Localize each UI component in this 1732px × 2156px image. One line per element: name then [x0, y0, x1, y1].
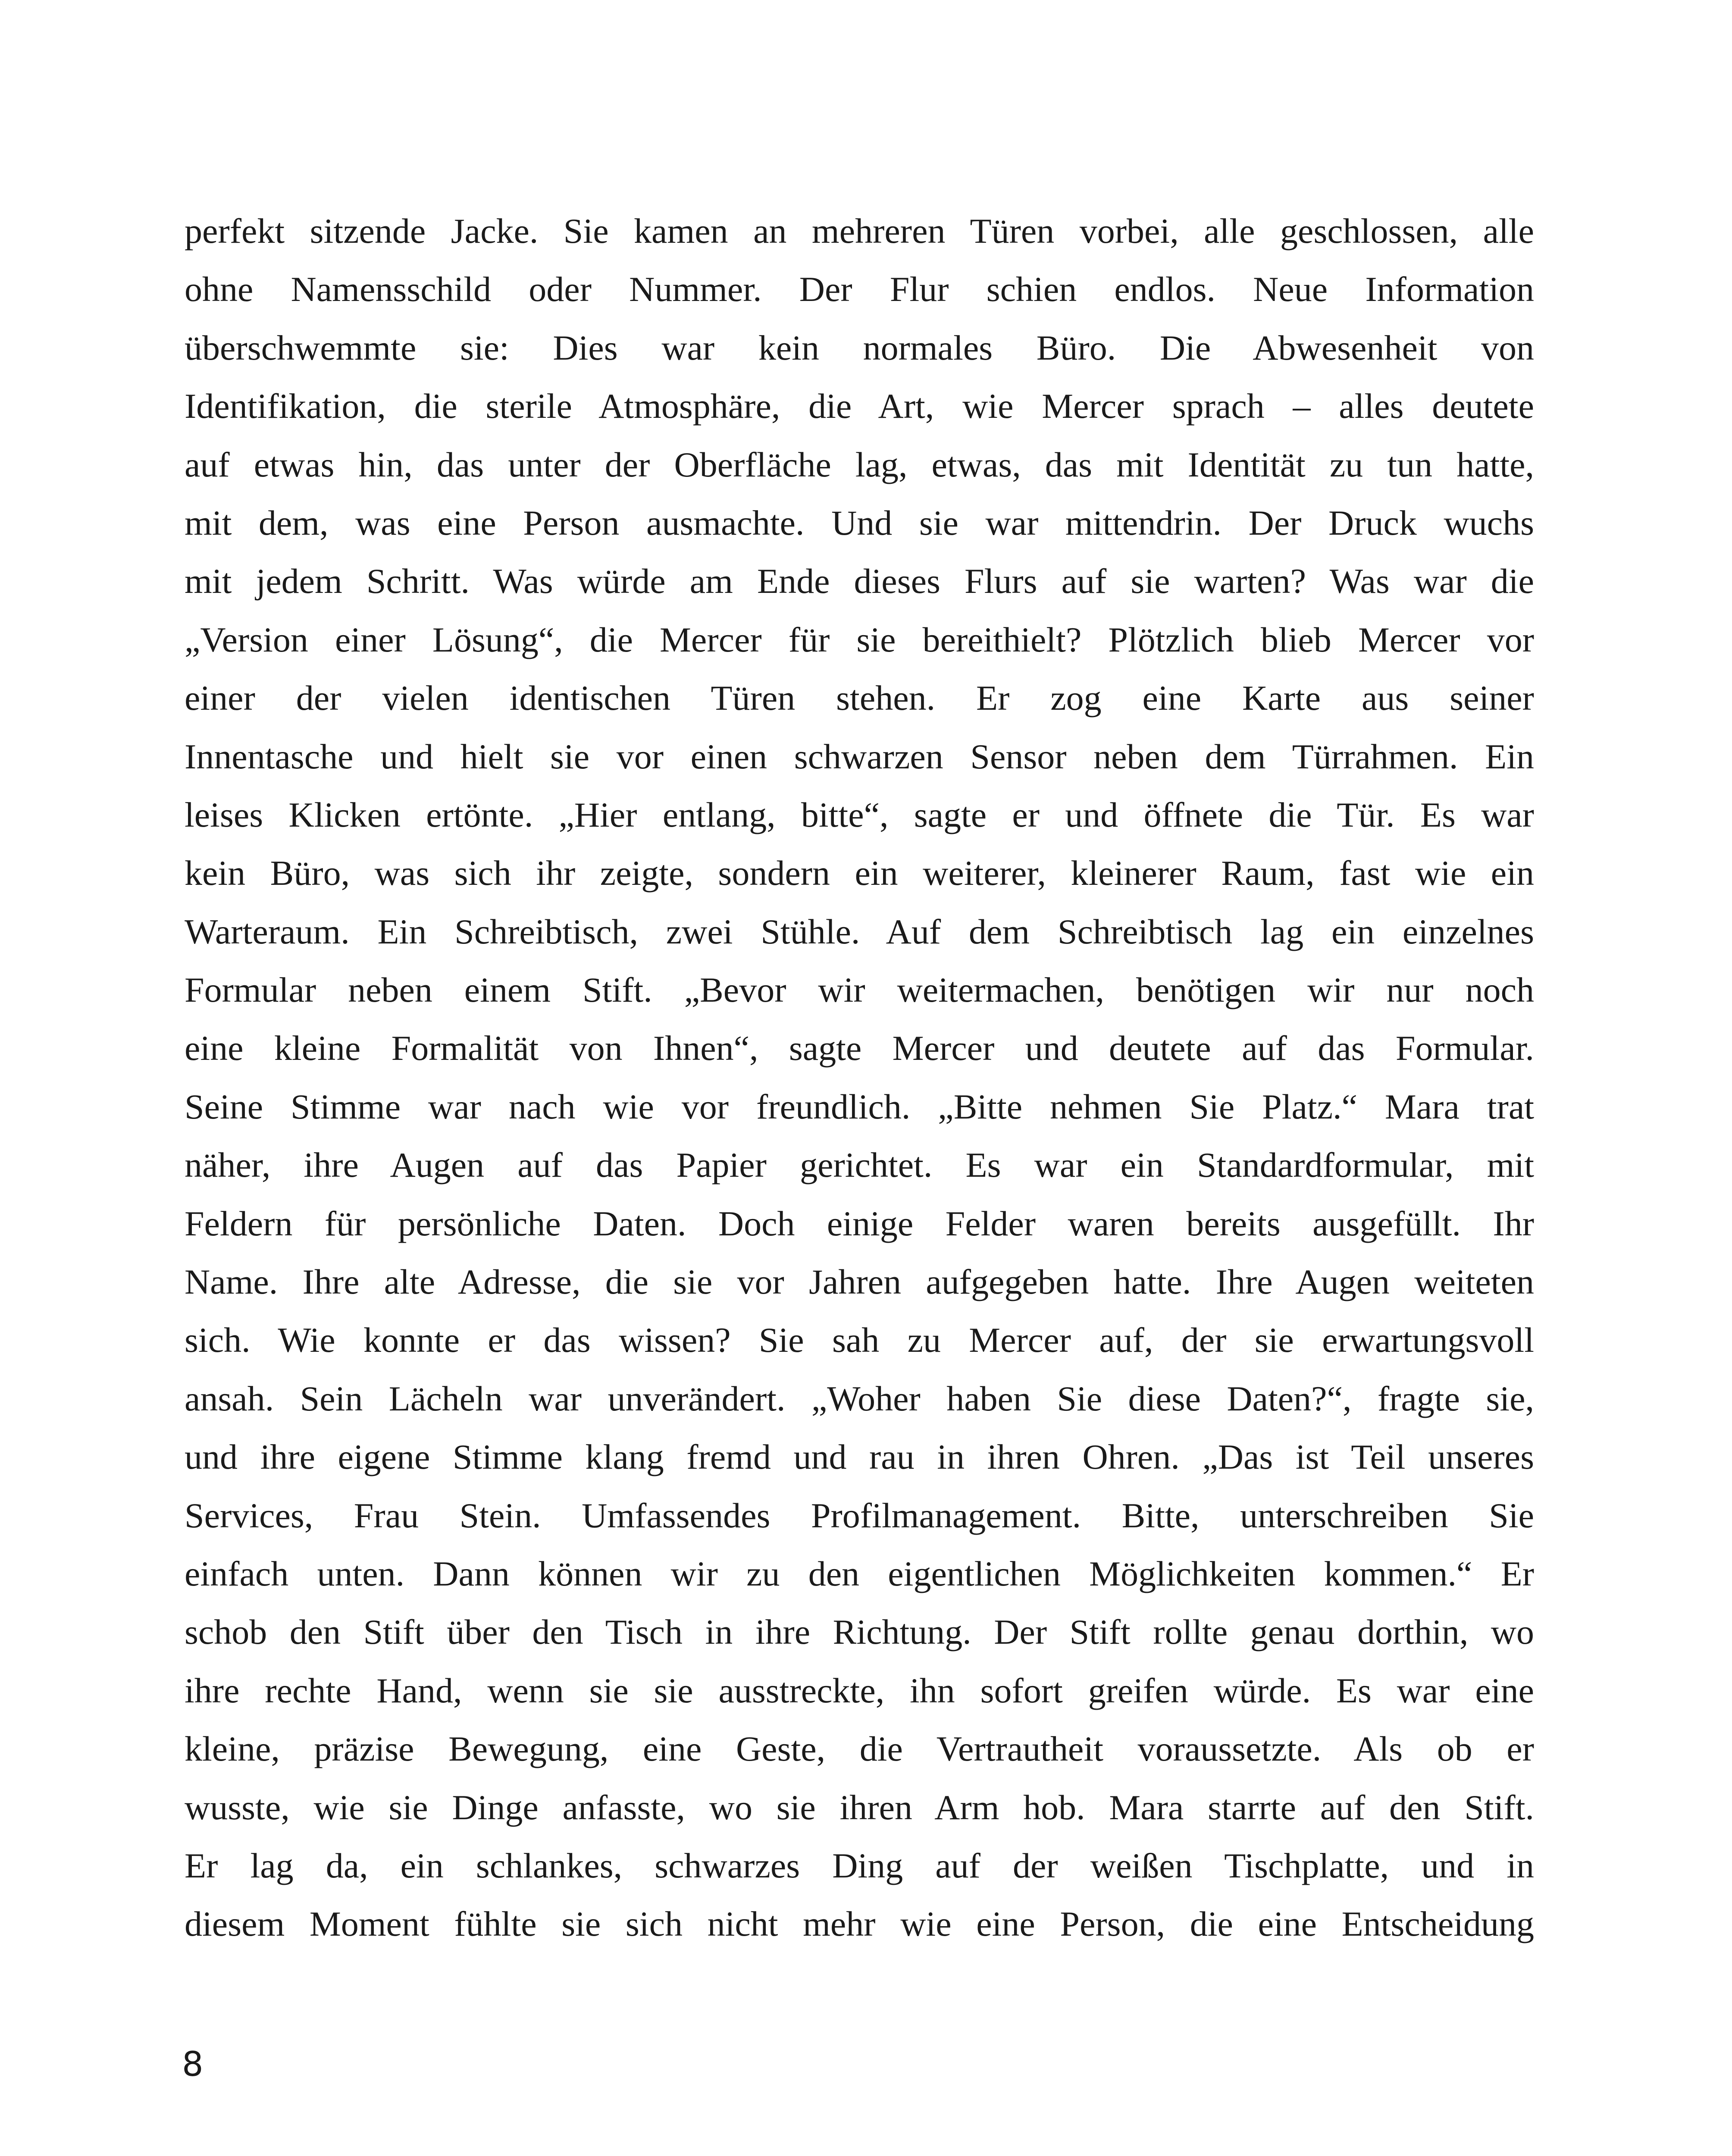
text-line: leises Klicken ertönte. „Hier entlang, bitte“, sagte er und öffnete die Tür. Es war	[185, 795, 1534, 834]
text-line: und ihre eigene Stimme klang fremd und rau in ihren Ohren. „Das ist Teil unseres	[185, 1437, 1534, 1477]
text-line: wusste, wie sie Dinge anfasste, wo sie ihren Arm hob. Mara starrte auf den Stift.	[185, 1787, 1534, 1827]
text-line: eine kleine Formalität von Ihnen“, sagte Mercer und deutete auf das Formular.	[185, 1028, 1534, 1068]
text-line: einfach unten. Dann können wir zu den eigentlichen Möglichkeiten kommen.“ Er	[185, 1554, 1534, 1593]
text-line: Er lag da, ein schlankes, schwarzes Ding auf der weißen Tischplatte, und in	[185, 1846, 1534, 1885]
text-line: Identifikation, die sterile Atmosphäre, die Art, wie Mercer sprach – alles deutete	[185, 386, 1534, 426]
page-number: 8	[182, 2045, 204, 2084]
text-line: überschwemmte sie: Dies war kein normales Büro. Die Abwesenheit von	[185, 328, 1534, 367]
text-line: Formular neben einem Stift. „Bevor wir weitermachen, benötigen wir nur noch	[185, 970, 1534, 1010]
text-line: kleine, präzise Bewegung, eine Geste, die Vertrautheit voraussetzte. Als ob er	[185, 1729, 1534, 1769]
text-line: perfekt sitzende Jacke. Sie kamen an mehreren Türen vorbei, alle geschlossen, alle	[185, 211, 1534, 251]
text-line: schob den Stift über den Tisch in ihre Richtung. Der Stift rollte genau dorthin, wo	[185, 1612, 1534, 1652]
text-line: Feldern für persönliche Daten. Doch einige Felder waren bereits ausgefüllt. Ihr	[185, 1203, 1534, 1243]
text-line: ohne Namensschild oder Nummer. Der Flur schien endlos. Neue Information	[185, 270, 1534, 309]
text-line: „Version einer Lösung“, die Mercer für sie bereithielt? Plötzlich blieb Mercer vor	[185, 620, 1534, 659]
text-line: diesem Moment fühlte sie sich nicht mehr wie eine Person, die eine Entscheidung	[185, 1904, 1534, 1944]
text-line: auf etwas hin, das unter der Oberfläche lag, etwas, das mit Identität zu tun hatte,	[185, 445, 1534, 484]
text-line: ihre rechte Hand, wenn sie sie ausstreckte, ihn sofort greifen würde. Es war eine	[185, 1670, 1534, 1710]
text-line: Innentasche und hielt sie vor einen schwarzen Sensor neben dem Türrahmen. Ein	[185, 736, 1534, 776]
text-line: ansah. Sein Lächeln war unverändert. „Woher haben Sie diese Daten?“, fragte sie,	[185, 1379, 1534, 1418]
text-line: einer der vielen identischen Türen stehen. Er zog eine Karte aus seiner	[185, 678, 1534, 718]
text-line: sich. Wie konnte er das wissen? Sie sah zu Mercer auf, der sie erwartungsvoll	[185, 1320, 1534, 1360]
text-line: näher, ihre Augen auf das Papier gerichtet. Es war ein Standardformular, mit	[185, 1145, 1534, 1185]
text-line: Name. Ihre alte Adresse, die sie vor Jahren aufgegeben hatte. Ihre Augen weiteten	[185, 1262, 1534, 1302]
text-line: mit dem, was eine Person ausmachte. Und sie war mittendrin. Der Druck wuchs	[185, 503, 1534, 542]
text-line: Warteraum. Ein Schreibtisch, zwei Stühle. Auf dem Schreibtisch lag ein einzelnes	[185, 912, 1534, 951]
text-line: mit jedem Schritt. Was würde am Ende dieses Flurs auf sie warten? Was war die	[185, 561, 1534, 601]
text-line: Services, Frau Stein. Umfassendes Profilmanagement. Bitte, unterschreiben Sie	[185, 1495, 1534, 1535]
body-text	[185, 202, 1534, 1953]
text-line: Seine Stimme war nach wie vor freundlich. „Bitte nehmen Sie Platz.“ Mara trat	[185, 1087, 1534, 1126]
text-line: kein Büro, was sich ihr zeigte, sondern ein weiterer, kleinerer Raum, fast wie ein	[185, 853, 1534, 893]
